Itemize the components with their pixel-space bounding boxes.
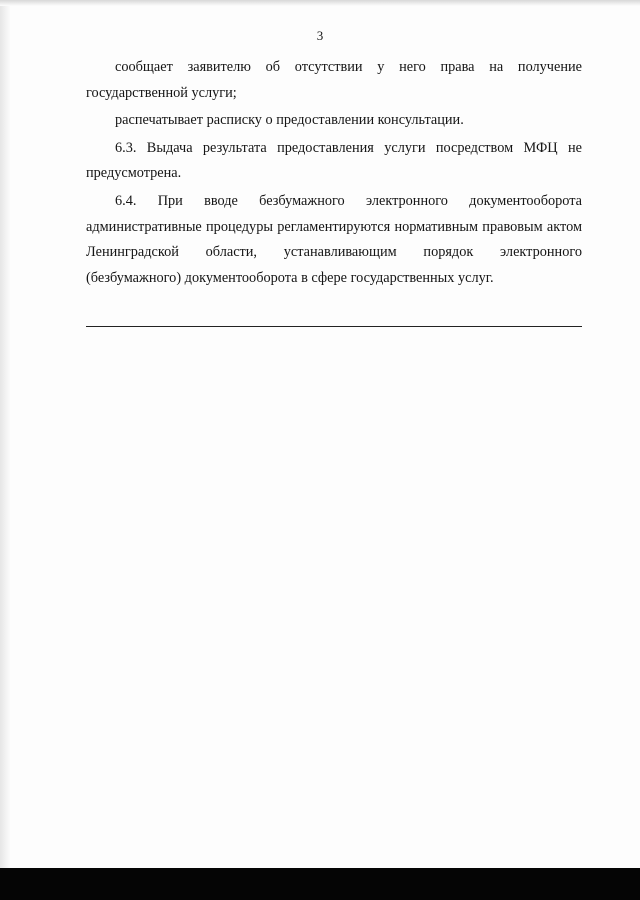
scan-edge-top — [0, 0, 640, 6]
paragraph-6-3: 6.3. Выдача результата предоставления услуги посредством МФЦ не предусмотрена. — [86, 139, 582, 182]
paragraph-6-4: 6.4. При вводе безбумажного электронного документооборота административные процедуры регламентируются нормативным правовым актом Ленинградской области, устанавливающим порядок электронного (безбумажного) документооборота в сфере государственных услуг. — [86, 192, 582, 286]
page-number: 3 — [316, 28, 324, 43]
document-body — [86, 55, 582, 291]
paragraph-notify-applicant: сообщает заявителю об отсутствии у него права на получение государственной услуги; — [86, 59, 582, 101]
paragraph-print-receipt: распечатывает расписку о предоставлении консультации. — [115, 112, 464, 129]
scan-edge-left — [0, 0, 10, 868]
end-of-text-rule — [86, 326, 582, 327]
scan-bottom-band — [0, 868, 640, 900]
